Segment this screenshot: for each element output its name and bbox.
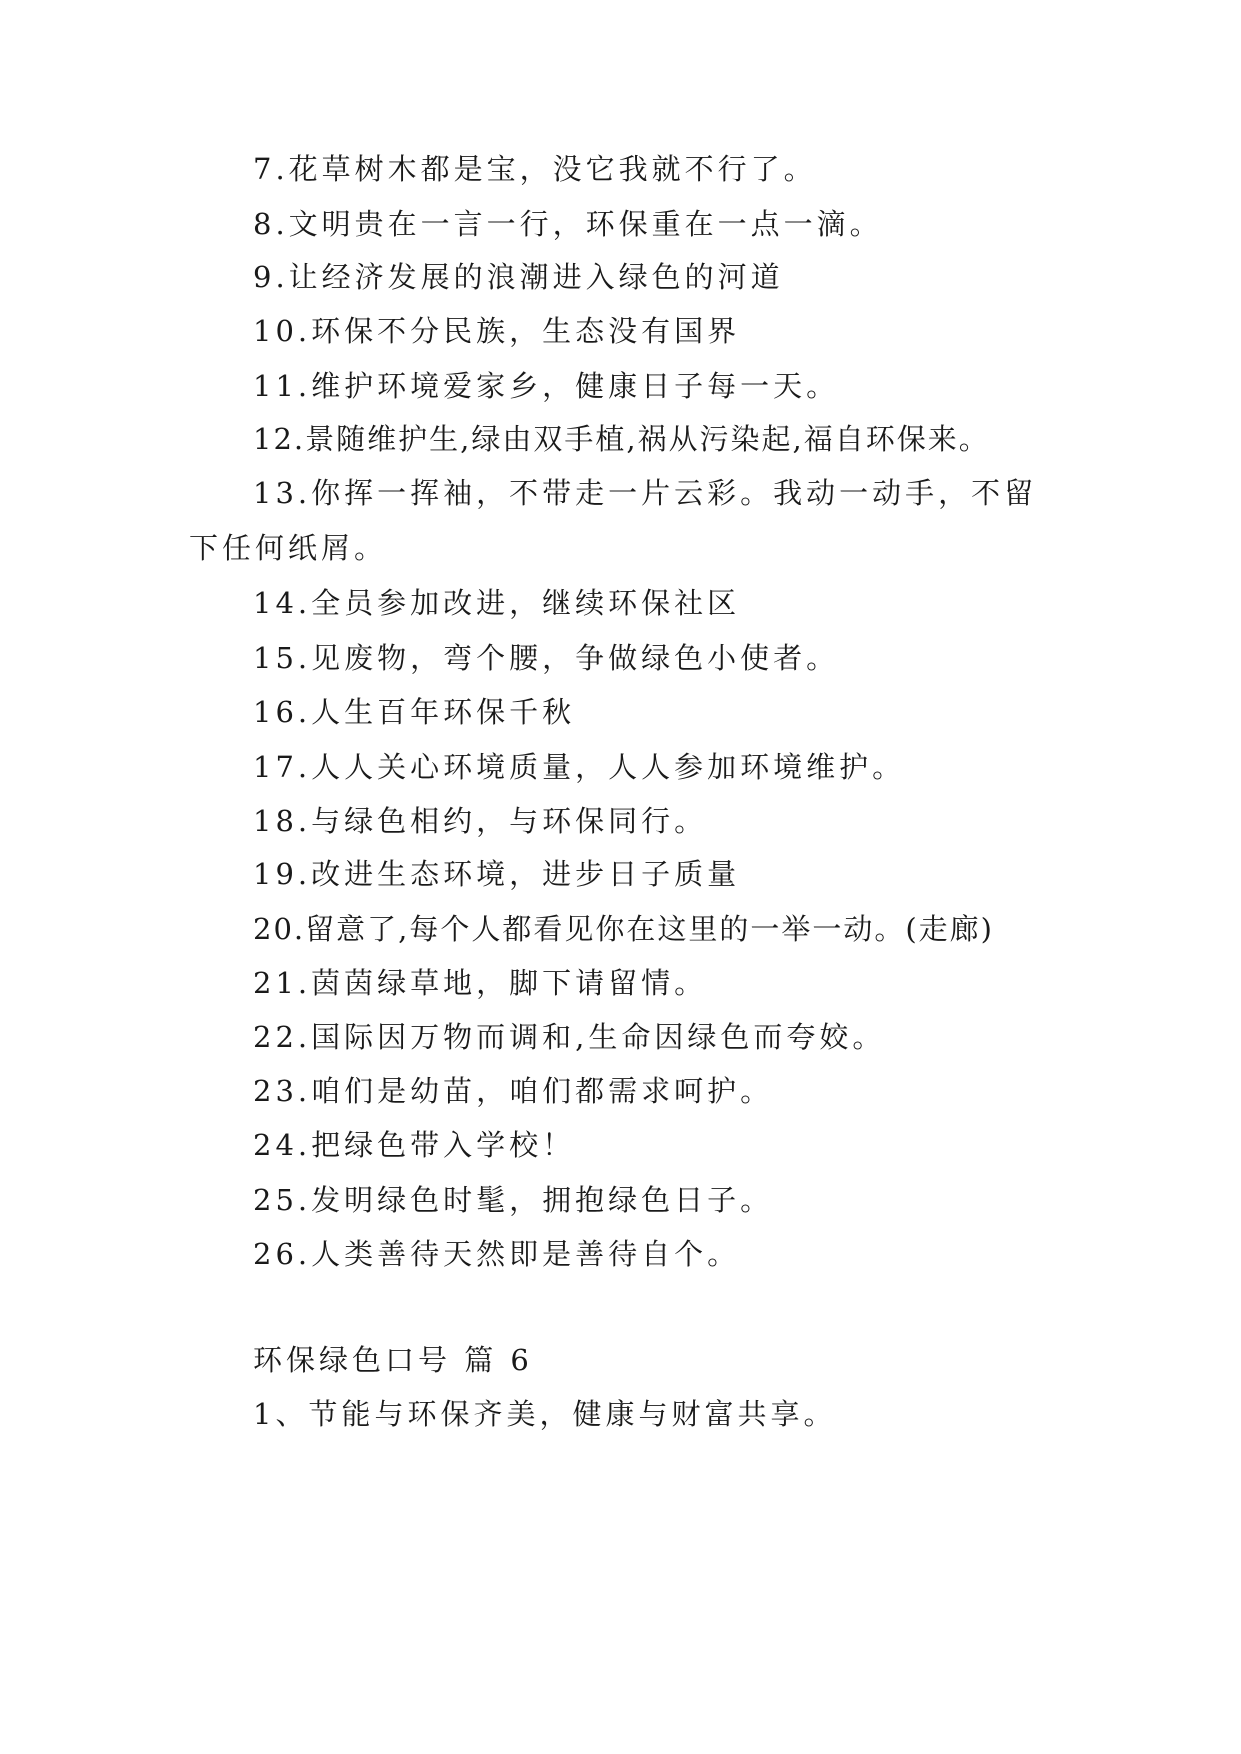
slogan-line: 16.人生百年环保千秋 xyxy=(253,695,576,729)
slogan-line: 12.景随维护生,绿由双手植,祸从污染起,福自环保来。 xyxy=(253,422,990,456)
slogan-line: 1、节能与环保齐美，健康与财富共享。 xyxy=(253,1397,837,1431)
slogan-line: 23.咱们是幼苗，咱们都需求呵护。 xyxy=(253,1074,774,1108)
slogan-line: 21.茵茵绿草地，脚下请留情。 xyxy=(253,966,708,1000)
slogan-line: 20.留意了,每个人都看见你在这里的一举一动。(走廊) xyxy=(253,912,994,946)
slogan-line: 25.发明绿色时髦，拥抱绿色日子。 xyxy=(253,1183,774,1217)
slogan-line: 7.花草树木都是宝，没它我就不行了。 xyxy=(253,152,817,186)
slogan-line: 13.你挥一挥袖，不带走一片云彩。我动一动手，不留 xyxy=(253,476,1038,510)
slogan-line: 26.人类善待天然即是善待自个。 xyxy=(253,1237,741,1271)
slogan-line: 9.让经济发展的浪潮进入绿色的河道 xyxy=(253,260,784,294)
slogan-line: 22.国际因万物而调和,生命因绿色而夸姣。 xyxy=(253,1020,886,1054)
slogan-line: 18.与绿色相约，与环保同行。 xyxy=(253,804,708,838)
slogan-line: 14.全员参加改进，继续环保社区 xyxy=(253,586,741,620)
slogan-line: 17.人人关心环境质量，人人参加环境维护。 xyxy=(253,750,906,784)
slogan-line: 8.文明贵在一言一行，环保重在一点一滴。 xyxy=(253,207,883,241)
section-heading: 环保绿色口号 篇 6 xyxy=(253,1343,533,1377)
slogan-line: 24.把绿色带入学校！ xyxy=(253,1128,576,1162)
slogan-line-continuation: 下任何纸屑。 xyxy=(189,531,388,565)
slogan-line: 10.环保不分民族，生态没有国界 xyxy=(253,314,741,348)
slogan-line: 19.改进生态环境，进步日子质量 xyxy=(253,857,741,891)
slogan-line: 11.维护环境爱家乡，健康日子每一天。 xyxy=(253,369,840,403)
slogan-line: 15.见废物，弯个腰，争做绿色小使者。 xyxy=(253,641,840,675)
